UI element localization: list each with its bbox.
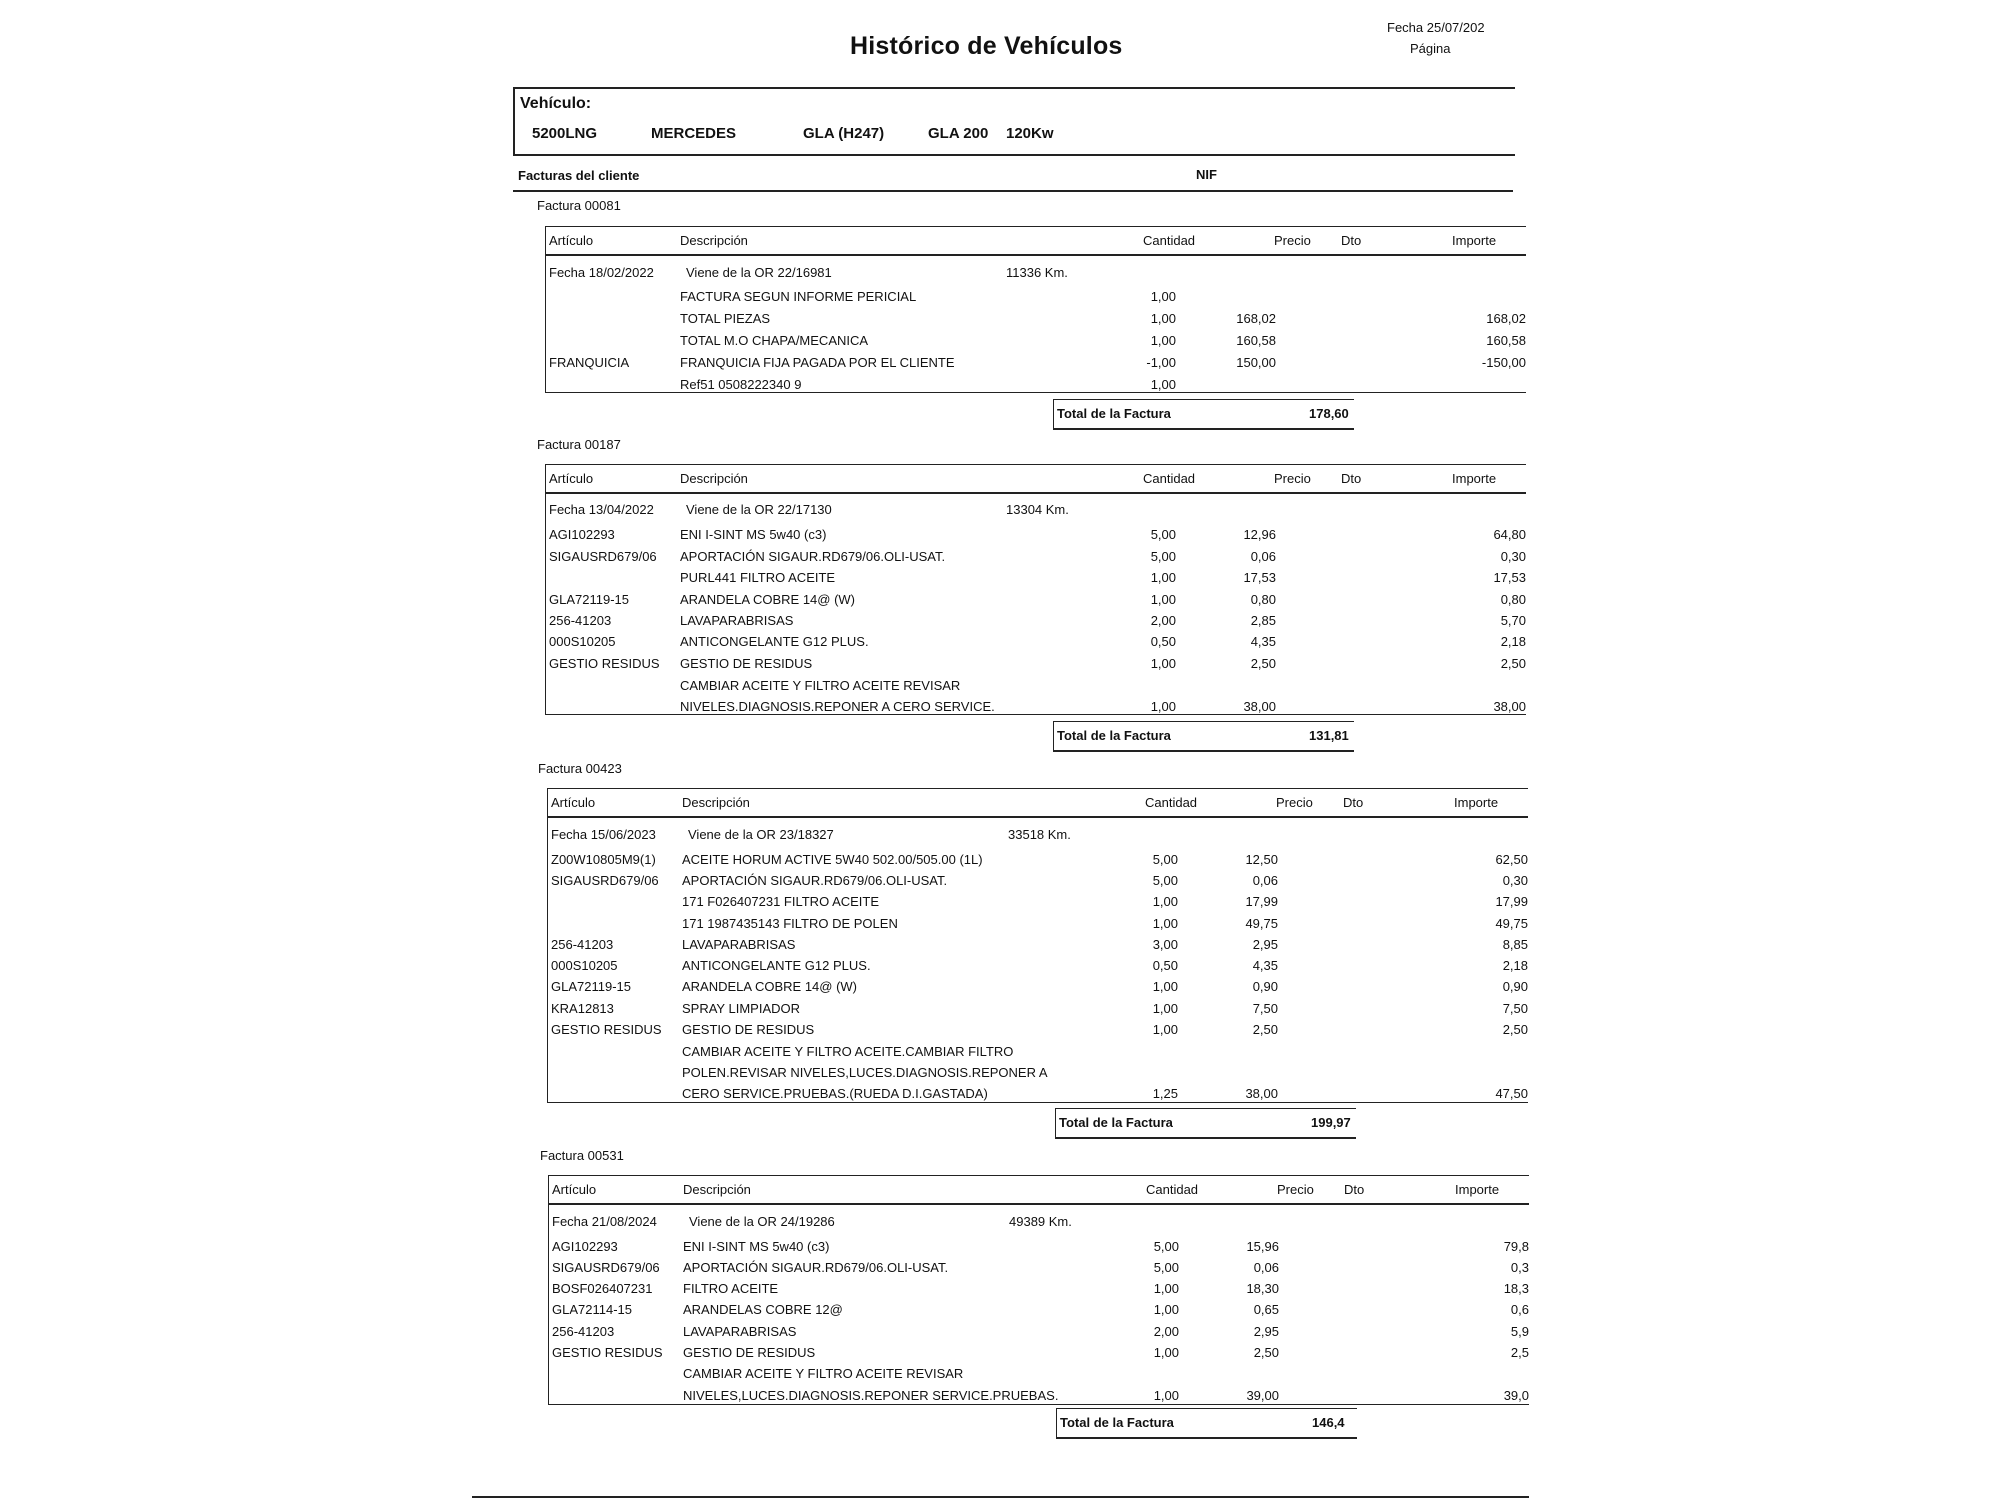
invoice-number: Factura 00423 <box>538 761 622 776</box>
line-descripcion: CERO SERVICE.PRUEBAS.(RUEDA D.I.GASTADA) <box>682 1086 988 1101</box>
line-importe: 2,50 <box>1500 656 1526 671</box>
line-cantidad: 1,00 <box>1150 333 1176 348</box>
line-importe: 5,9 <box>1510 1324 1529 1339</box>
line-importe: 18,3 <box>1503 1281 1529 1296</box>
line-precio: 150,00 <box>1236 355 1276 370</box>
line-cantidad: 1,00 <box>1152 894 1178 909</box>
line-importe: 0,30 <box>1502 873 1528 888</box>
line-articulo: BOSF026407231 <box>552 1281 653 1296</box>
line-importe: -150,00 <box>1481 355 1526 370</box>
line-cantidad: 1,00 <box>1153 1281 1179 1296</box>
line-importe: 2,5 <box>1510 1345 1529 1360</box>
line-precio: 0,06 <box>1253 1260 1279 1275</box>
invoice-table <box>545 226 1526 393</box>
column-importe: Importe <box>1452 233 1497 248</box>
line-importe: 17,53 <box>1493 570 1526 585</box>
line-descripcion: ARANDELA COBRE 14@ (W) <box>682 979 858 994</box>
line-articulo: 000S10205 <box>549 634 616 649</box>
line-descripcion: GESTIO DE RESIDUS <box>682 1022 815 1037</box>
invoice-origin: Viene de la OR 22/17130 <box>686 502 832 517</box>
line-importe: 7,50 <box>1502 1001 1528 1016</box>
invoice-table <box>545 464 1526 715</box>
line-cantidad: 1,00 <box>1152 1022 1178 1037</box>
column-descripcion: Descripción <box>680 471 748 486</box>
line-precio: 49,75 <box>1245 916 1278 931</box>
line-cantidad: 2,00 <box>1153 1324 1179 1339</box>
line-cantidad: 5,00 <box>1152 852 1178 867</box>
line-articulo: 000S10205 <box>551 958 618 973</box>
column-cantidad: Cantidad <box>1145 795 1198 810</box>
column-importe: Importe <box>1454 795 1499 810</box>
line-descripcion: 171 F026407231 FILTRO ACEITE <box>682 894 880 909</box>
invoice-km: 11336 Km. <box>1006 265 1068 280</box>
column-dto: Dto <box>1341 233 1362 248</box>
footer-divider <box>472 1496 1529 1498</box>
line-importe: 5,70 <box>1500 613 1526 628</box>
line-articulo: Z00W10805M9(1) <box>551 852 656 867</box>
line-descripcion: FILTRO ACEITE <box>683 1281 779 1296</box>
print-date: Fecha 25/07/202 <box>1387 20 1485 35</box>
line-descripcion: PURL441 FILTRO ACEITE <box>680 570 836 585</box>
line-precio: 160,58 <box>1236 333 1276 348</box>
line-importe: 2,18 <box>1500 634 1526 649</box>
column-cantidad: Cantidad <box>1143 471 1196 486</box>
invoice-total-label: Total de la Factura <box>1060 1415 1174 1430</box>
line-precio: 0,06 <box>1252 873 1278 888</box>
line-articulo: GESTIO RESIDUS <box>551 1022 662 1037</box>
vehicle-label: Vehículo: <box>520 95 592 112</box>
line-descripcion: ENI I-SINT MS 5w40 (c3) <box>683 1239 830 1254</box>
line-descripcion: SPRAY LIMPIADOR <box>682 1001 800 1016</box>
line-articulo: GLA72119-15 <box>549 592 629 607</box>
column-descripcion: Descripción <box>683 1182 751 1197</box>
line-cantidad: -1,00 <box>1146 355 1176 370</box>
line-descripcion: GESTIO DE RESIDUS <box>683 1345 816 1360</box>
vehicle-power: 120Kw <box>1006 125 1054 142</box>
line-descripcion: ANTICONGELANTE G12 PLUS. <box>680 634 869 649</box>
invoice-km: 33518 Km. <box>1008 827 1071 842</box>
invoice-table <box>548 1175 1529 1405</box>
line-descripcion: NIVELES,LUCES.DIAGNOSIS.REPONER SERVICE.PRUEBAS. <box>683 1388 1059 1403</box>
invoice-total-box <box>1053 721 1354 752</box>
line-importe: 0,80 <box>1500 592 1526 607</box>
line-descripcion: NIVELES.DIAGNOSIS.REPONER A CERO SERVICE. <box>680 699 995 714</box>
line-cantidad: 1,00 <box>1150 699 1176 714</box>
line-articulo: FRANQUICIA <box>549 355 630 370</box>
invoice-total-label: Total de la Factura <box>1059 1115 1173 1130</box>
line-descripcion: APORTACIÓN SIGAUR.RD679/06.OLI-USAT. <box>682 873 948 888</box>
line-cantidad: 5,00 <box>1153 1239 1179 1254</box>
invoice-total-box <box>1053 399 1354 430</box>
line-articulo: GLA72119-15 <box>551 979 631 994</box>
line-precio: 12,96 <box>1243 527 1276 542</box>
line-importe: 49,75 <box>1495 916 1528 931</box>
line-articulo: 256-41203 <box>549 613 612 628</box>
invoice-number: Factura 00187 <box>537 437 621 452</box>
line-precio: 0,90 <box>1252 979 1278 994</box>
line-descripcion: GESTIO DE RESIDUS <box>680 656 813 671</box>
line-importe: 17,99 <box>1495 894 1528 909</box>
page-title: Histórico de Vehículos <box>850 32 1123 60</box>
line-precio: 38,00 <box>1243 699 1276 714</box>
line-descripcion: 171 1987435143 FILTRO DE POLEN <box>682 916 898 931</box>
line-descripcion: LAVAPARABRISAS <box>680 613 794 628</box>
invoice-km: 13304 Km. <box>1006 502 1069 517</box>
line-descripcion: CAMBIAR ACEITE Y FILTRO ACEITE REVISAR <box>680 678 961 693</box>
invoice-km: 49389 Km. <box>1009 1214 1072 1229</box>
line-cantidad: 1,00 <box>1150 377 1176 392</box>
column-precio: Precio <box>1276 795 1313 810</box>
line-importe: 38,00 <box>1493 699 1526 714</box>
document-clip <box>505 0 1529 1498</box>
column-articulo: Artículo <box>549 471 594 486</box>
line-cantidad: 1,00 <box>1153 1345 1179 1360</box>
line-descripcion: ANTICONGELANTE G12 PLUS. <box>682 958 871 973</box>
invoice-number: Factura 00531 <box>540 1148 624 1163</box>
line-articulo: GLA72114-15 <box>552 1302 632 1317</box>
line-descripcion: ARANDELA COBRE 14@ (W) <box>680 592 856 607</box>
line-descripcion: TOTAL M.O CHAPA/MECANICA <box>680 333 869 348</box>
nif-label: NIF <box>1196 167 1217 182</box>
column-cantidad: Cantidad <box>1146 1182 1199 1197</box>
line-precio: 2,50 <box>1253 1345 1279 1360</box>
line-importe: 39,0 <box>1503 1388 1529 1403</box>
line-cantidad: 1,00 <box>1150 570 1176 585</box>
line-cantidad: 0,50 <box>1150 634 1176 649</box>
column-precio: Precio <box>1274 471 1311 486</box>
invoice-total-value: 199,97 <box>1311 1115 1351 1130</box>
line-cantidad: 5,00 <box>1150 527 1176 542</box>
line-articulo: 256-41203 <box>552 1324 615 1339</box>
line-cantidad: 3,00 <box>1152 937 1178 952</box>
invoice-table <box>547 788 1528 1103</box>
line-cantidad: 1,00 <box>1150 592 1176 607</box>
line-precio: 4,35 <box>1250 634 1276 649</box>
line-precio: 2,95 <box>1253 1324 1279 1339</box>
line-articulo: 256-41203 <box>551 937 614 952</box>
line-cantidad: 1,00 <box>1153 1388 1179 1403</box>
line-descripcion: FRANQUICIA FIJA PAGADA POR EL CLIENTE <box>680 355 955 370</box>
invoice-table-header <box>548 789 1528 818</box>
invoice-total-box <box>1056 1408 1357 1439</box>
line-articulo: SIGAUSRD679/06 <box>552 1260 660 1275</box>
line-precio: 38,00 <box>1245 1086 1278 1101</box>
line-articulo: KRA12813 <box>551 1001 614 1016</box>
line-precio: 2,95 <box>1252 937 1278 952</box>
line-importe: 0,6 <box>1510 1302 1529 1317</box>
line-articulo: GESTIO RESIDUS <box>549 656 660 671</box>
line-cantidad: 1,00 <box>1153 1302 1179 1317</box>
column-articulo: Artículo <box>551 795 596 810</box>
line-precio: 2,85 <box>1250 613 1276 628</box>
line-cantidad: 5,00 <box>1150 549 1176 564</box>
line-importe: 2,18 <box>1502 958 1528 973</box>
invoice-total-value: 178,60 <box>1309 406 1349 421</box>
page-number-label: Página <box>1410 41 1451 56</box>
column-importe: Importe <box>1455 1182 1500 1197</box>
column-articulo: Artículo <box>549 233 594 248</box>
invoice-table-header <box>549 1176 1529 1205</box>
column-descripcion: Descripción <box>680 233 748 248</box>
invoice-total-box <box>1055 1108 1356 1139</box>
line-importe: 64,80 <box>1493 527 1526 542</box>
column-dto: Dto <box>1343 795 1364 810</box>
invoice-origin: Viene de la OR 23/18327 <box>688 827 834 842</box>
column-importe: Importe <box>1452 471 1497 486</box>
line-articulo: SIGAUSRD679/06 <box>551 873 659 888</box>
line-precio: 0,80 <box>1250 592 1276 607</box>
line-precio: 15,96 <box>1246 1239 1279 1254</box>
line-articulo: GESTIO RESIDUS <box>552 1345 663 1360</box>
line-cantidad: 2,00 <box>1150 613 1176 628</box>
line-importe: 0,90 <box>1502 979 1528 994</box>
invoice-table-header <box>546 465 1526 494</box>
line-articulo: SIGAUSRD679/06 <box>549 549 657 564</box>
line-importe: 160,58 <box>1486 333 1526 348</box>
invoice-origin: Viene de la OR 22/16981 <box>686 265 832 280</box>
line-descripcion: Ref51 0508222340 9 <box>680 377 802 392</box>
invoice-table-header <box>546 227 1526 256</box>
line-descripcion: APORTACIÓN SIGAUR.RD679/06.OLI-USAT. <box>683 1260 949 1275</box>
invoice-total-label: Total de la Factura <box>1057 406 1171 421</box>
line-descripcion: ARANDELAS COBRE 12@ <box>683 1302 843 1317</box>
line-descripcion: CAMBIAR ACEITE Y FILTRO ACEITE.CAMBIAR FILTRO <box>682 1044 1014 1059</box>
column-descripcion: Descripción <box>682 795 750 810</box>
invoice-date: Fecha 21/08/2024 <box>552 1214 657 1229</box>
line-cantidad: 5,00 <box>1153 1260 1179 1275</box>
line-precio: 2,50 <box>1252 1022 1278 1037</box>
line-cantidad: 1,00 <box>1152 916 1178 931</box>
line-cantidad: 1,25 <box>1152 1086 1178 1101</box>
vehicle-box <box>513 87 1515 156</box>
line-precio: 39,00 <box>1246 1388 1279 1403</box>
line-descripcion: LAVAPARABRISAS <box>683 1324 797 1339</box>
invoice-date: Fecha 13/04/2022 <box>549 502 654 517</box>
invoice-date: Fecha 18/02/2022 <box>549 265 654 280</box>
line-cantidad: 1,00 <box>1150 289 1176 304</box>
customer-divider <box>513 190 1513 192</box>
vehicle-version: GLA 200 <box>928 125 989 142</box>
invoice-total-value: 146,4 <box>1312 1415 1345 1430</box>
line-cantidad: 1,00 <box>1150 311 1176 326</box>
column-precio: Precio <box>1277 1182 1314 1197</box>
line-importe: 0,30 <box>1500 549 1526 564</box>
line-precio: 17,53 <box>1243 570 1276 585</box>
line-cantidad: 0,50 <box>1152 958 1178 973</box>
line-cantidad: 1,00 <box>1152 979 1178 994</box>
invoice-date: Fecha 15/06/2023 <box>551 827 656 842</box>
line-descripcion: ACEITE HORUM ACTIVE 5W40 502.00/505.00 (1L) <box>682 852 983 867</box>
line-descripcion: CAMBIAR ACEITE Y FILTRO ACEITE REVISAR <box>683 1366 964 1381</box>
invoice-total-value: 131,81 <box>1309 728 1349 743</box>
line-precio: 18,30 <box>1246 1281 1279 1296</box>
line-importe: 168,02 <box>1486 311 1526 326</box>
invoice-total-label: Total de la Factura <box>1057 728 1171 743</box>
line-articulo: AGI102293 <box>549 527 615 542</box>
line-descripcion: TOTAL PIEZAS <box>680 311 771 326</box>
column-dto: Dto <box>1344 1182 1365 1197</box>
line-precio: 12,50 <box>1245 852 1278 867</box>
line-precio: 17,99 <box>1245 894 1278 909</box>
line-precio: 0,06 <box>1250 549 1276 564</box>
invoice-origin: Viene de la OR 24/19286 <box>689 1214 835 1229</box>
line-precio: 7,50 <box>1252 1001 1278 1016</box>
customer-invoices-label: Facturas del cliente <box>518 168 640 183</box>
line-precio: 4,35 <box>1252 958 1278 973</box>
invoice-number: Factura 00081 <box>537 198 621 213</box>
vehicle-brand: MERCEDES <box>651 125 737 142</box>
line-importe: 47,50 <box>1495 1086 1528 1101</box>
line-descripcion: ENI I-SINT MS 5w40 (c3) <box>680 527 827 542</box>
vehicle-plate: 5200LNG <box>532 125 598 142</box>
line-cantidad: 1,00 <box>1150 656 1176 671</box>
column-articulo: Artículo <box>552 1182 597 1197</box>
line-precio: 2,50 <box>1250 656 1276 671</box>
line-cantidad: 1,00 <box>1152 1001 1178 1016</box>
line-cantidad: 5,00 <box>1152 873 1178 888</box>
line-importe: 0,3 <box>1510 1260 1529 1275</box>
line-precio: 168,02 <box>1236 311 1276 326</box>
line-importe: 2,50 <box>1502 1022 1528 1037</box>
line-articulo: AGI102293 <box>552 1239 618 1254</box>
line-importe: 79,8 <box>1503 1239 1529 1254</box>
line-importe: 8,85 <box>1502 937 1528 952</box>
column-cantidad: Cantidad <box>1143 233 1196 248</box>
column-dto: Dto <box>1341 471 1362 486</box>
vehicle-model: GLA (H247) <box>803 125 885 142</box>
line-precio: 0,65 <box>1253 1302 1279 1317</box>
line-descripcion: APORTACIÓN SIGAUR.RD679/06.OLI-USAT. <box>680 549 946 564</box>
column-precio: Precio <box>1274 233 1311 248</box>
line-descripcion: POLEN.REVISAR NIVELES,LUCES.DIAGNOSIS.REPONER A <box>682 1065 1048 1080</box>
line-descripcion: FACTURA SEGUN INFORME PERICIAL <box>680 289 917 304</box>
line-importe: 62,50 <box>1495 852 1528 867</box>
line-descripcion: LAVAPARABRISAS <box>682 937 796 952</box>
